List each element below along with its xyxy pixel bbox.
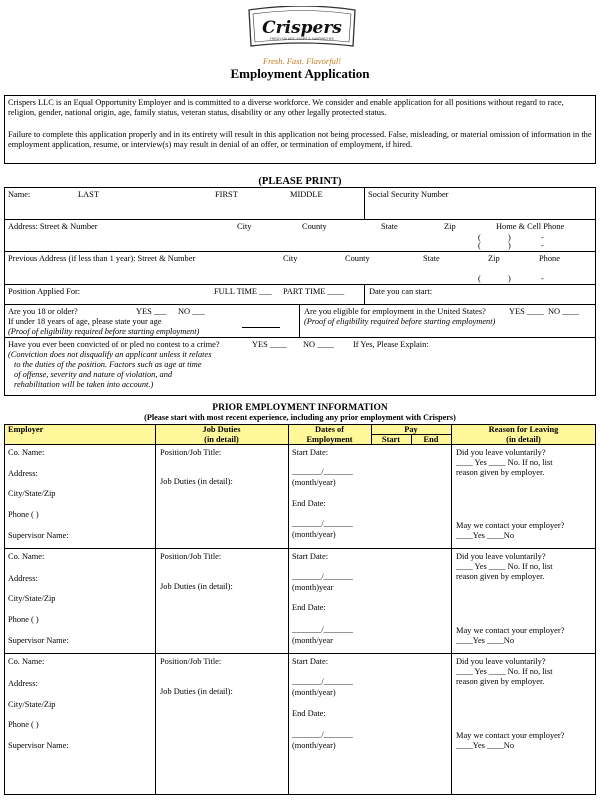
reason-given-label: reason given by employer. — [456, 677, 545, 686]
header-employer: Employer — [8, 425, 44, 434]
start-date-label[interactable]: Start Date: — [292, 552, 329, 561]
divider — [155, 424, 156, 795]
header-job-duties-sub: (in detail) — [204, 435, 239, 444]
position-title-label[interactable]: Position/Job Title: — [160, 448, 222, 457]
header-pay-end: End — [423, 435, 439, 444]
eligible-proof-note: (Proof of eligibility required before starting employment) — [304, 317, 496, 326]
logo-brand: Crispers — [262, 18, 342, 38]
age-no-option[interactable]: NO ___ — [178, 307, 205, 316]
crime-question: Have you ever been convicted of or pled no contest to a crime? — [8, 340, 220, 349]
crime-no-option[interactable]: NO ____ — [303, 340, 334, 349]
date-line[interactable]: _______/_______ — [292, 572, 353, 581]
co-address-label[interactable]: Address: — [8, 574, 38, 583]
logo-tagline: Fresh. Fast. Flavorful! — [262, 56, 342, 66]
position-title-label[interactable]: Position/Job Title: — [160, 657, 222, 666]
start-date-label[interactable]: Date you can start: — [369, 287, 433, 296]
phone-paren-open: ( — [478, 241, 481, 250]
co-city-label[interactable]: City/State/Zip — [8, 700, 56, 709]
co-name-label[interactable]: Co. Name: — [8, 552, 45, 561]
crime-explain-label[interactable]: If Yes, Please Explain: — [353, 340, 429, 349]
divider — [364, 187, 365, 219]
eeo-paragraph: Crispers LLC is an Equal Opportunity Employer and is committed to a diverse workforce. We consider and enable application for all positions without regard to race, religion, gender, national origin, age, family status, veteran status, disability or any other legally protected status. — [8, 98, 564, 117]
job-duties-label[interactable]: Job Duties (in detail): — [160, 477, 233, 486]
co-phone-label[interactable]: Phone ( ) — [8, 720, 39, 729]
phone-paren-close: ) — [508, 241, 511, 250]
crime-yes-option[interactable]: YES ____ — [252, 340, 287, 349]
month-year-label: (month/year) — [292, 478, 336, 487]
eligible-no-option[interactable]: NO ____ — [548, 307, 579, 316]
date-line[interactable]: _______/_______ — [292, 519, 353, 528]
start-date-label[interactable]: Start Date: — [292, 448, 329, 457]
divider — [4, 653, 596, 654]
contact-yes-no[interactable]: ____Yes ____No — [456, 741, 515, 750]
phone-paren-open: ( — [478, 274, 481, 283]
header-reason-sub: (in detail) — [506, 435, 541, 444]
phone-paren-close: ) — [508, 233, 511, 242]
previous-state-label[interactable]: State — [423, 254, 440, 263]
crispers-logo — [243, 6, 361, 56]
phone-paren-close: ) — [508, 274, 511, 283]
divider — [364, 284, 365, 304]
address-label[interactable]: Address: Street & Number — [8, 222, 98, 231]
header-pay-start: Start — [381, 435, 401, 444]
contact-question: May we contact your employer? — [456, 731, 565, 740]
month-year-label: (month)year — [292, 583, 334, 592]
header-dates-sub: Employment — [306, 435, 353, 444]
middle-name-label[interactable]: MIDDLE — [290, 190, 323, 199]
previous-city-label[interactable]: City — [283, 254, 298, 263]
supervisor-label[interactable]: Supervisor Name: — [8, 531, 69, 540]
leave-yes-no[interactable]: ____ Yes ____ No. If no, list — [456, 562, 553, 571]
month-year-label: (month/year) — [292, 530, 336, 539]
phone-dash: - — [541, 241, 544, 250]
co-phone-label[interactable]: Phone ( ) — [8, 510, 39, 519]
phone-dash: - — [541, 233, 544, 242]
page-title: Employment Application — [230, 66, 370, 81]
leave-voluntarily-question: Did you leave voluntarily? — [456, 448, 546, 457]
crime-note-line: of offense, severity and nature of violation, and — [14, 370, 173, 379]
date-line[interactable]: _______/_______ — [292, 625, 353, 634]
divider — [4, 251, 596, 252]
co-city-label[interactable]: City/State/Zip — [8, 594, 56, 603]
eligible-yes-option[interactable]: YES ____ — [509, 307, 544, 316]
age-question: Are you 18 or older? — [8, 307, 78, 316]
co-address-label[interactable]: Address: — [8, 469, 38, 478]
leave-yes-no[interactable]: ____ Yes ____ No. If no, list — [456, 667, 553, 676]
divider — [288, 424, 289, 795]
divider — [4, 219, 596, 220]
co-phone-label[interactable]: Phone ( ) — [8, 615, 39, 624]
month-year-label: (month/year) — [292, 741, 336, 750]
full-time-option[interactable]: FULL TIME ___ — [214, 287, 272, 296]
ssn-label[interactable]: Social Security Number — [368, 190, 449, 199]
prior-employment-heading: PRIOR EMPLOYMENT INFORMATION — [212, 403, 388, 413]
divider — [4, 304, 596, 305]
start-date-label[interactable]: Start Date: — [292, 657, 329, 666]
reason-given-label: reason given by employer. — [456, 572, 545, 581]
end-date-label[interactable]: End Date: — [292, 603, 326, 612]
divider — [4, 548, 596, 549]
co-name-label[interactable]: Co. Name: — [8, 657, 45, 666]
end-date-label[interactable]: End Date: — [292, 499, 326, 508]
contact-question: May we contact your employer? — [456, 521, 565, 530]
header-job-duties: Job Duties — [202, 425, 241, 434]
header-reason: Reason for Leaving — [488, 425, 559, 434]
supervisor-label[interactable]: Supervisor Name: — [8, 741, 69, 750]
divider — [299, 304, 300, 337]
address-state-label[interactable]: State — [381, 222, 398, 231]
eligible-question: Are you eligible for employment in the United States? — [304, 307, 486, 316]
divider — [451, 424, 452, 795]
logo-subtitle: FRESH SALADS, SOUPS & SANDWICHES — [270, 37, 334, 41]
age-yes-option[interactable]: YES ___ — [136, 307, 167, 316]
leave-yes-no[interactable]: ____ Yes ____ No. If no, list — [456, 458, 553, 467]
failure-paragraph: Failure to complete this application properly and in its entirety will result in this application not being processed. False, misleading, or material omission of information in the employment application, resume, or interview(s) may result in denial of an offer, or termination of employment, if hired. — [8, 130, 592, 149]
leave-voluntarily-question: Did you leave voluntarily? — [456, 657, 546, 666]
month-year-label: (month/year) — [292, 688, 336, 697]
part-time-option[interactable]: PART TIME ____ — [283, 287, 345, 296]
crime-note-line: (Conviction does not disqualify an applicant unless it relates — [8, 350, 212, 359]
please-print-heading: (PLEASE PRINT) — [258, 176, 342, 187]
header-pay: Pay — [404, 425, 418, 434]
age-proof-note: (Proof of eligibility required before starting employment) — [8, 327, 200, 336]
leave-voluntarily-question: Did you leave voluntarily? — [456, 552, 546, 561]
month-year-label: (month/year — [292, 636, 333, 645]
header-dates: Dates of — [314, 425, 345, 434]
job-duties-label[interactable]: Job Duties (in detail): — [160, 582, 233, 591]
position-title-label[interactable]: Position/Job Title: — [160, 552, 222, 561]
previous-zip-label[interactable]: Zip — [488, 254, 500, 263]
crime-note-line: to the duties of the position. Factors such as age at time — [14, 360, 202, 369]
address-zip-label[interactable]: Zip — [444, 222, 456, 231]
reason-given-label: reason given by employer. — [456, 468, 545, 477]
name-label: Name: — [8, 190, 31, 199]
divider — [4, 284, 596, 285]
phone-paren-open: ( — [478, 233, 481, 242]
address-city-label[interactable]: City — [237, 222, 252, 231]
last-name-label[interactable]: LAST — [78, 190, 99, 199]
position-applied-label[interactable]: Position Applied For: — [8, 287, 81, 296]
previous-county-label[interactable]: County — [345, 254, 370, 263]
co-name-label[interactable]: Co. Name: — [8, 448, 45, 457]
co-city-label[interactable]: City/State/Zip — [8, 489, 56, 498]
crime-note-line: rehabilitation will be taken into account.) — [14, 380, 154, 389]
job-duties-label[interactable]: Job Duties (in detail): — [160, 687, 233, 696]
first-name-label[interactable]: FIRST — [215, 190, 238, 199]
end-date-label[interactable]: End Date: — [292, 709, 326, 718]
date-line[interactable]: _______/_______ — [292, 677, 353, 686]
address-county-label[interactable]: County — [302, 222, 327, 231]
co-address-label[interactable]: Address: — [8, 679, 38, 688]
contact-yes-no[interactable]: ____Yes ____No — [456, 636, 515, 645]
date-line[interactable]: _______/_______ — [292, 467, 353, 476]
address-phone-label[interactable]: Home & Cell Phone — [496, 222, 565, 231]
phone-dash: - — [541, 274, 544, 283]
contact-question: May we contact your employer? — [456, 626, 565, 635]
age-input-line[interactable] — [242, 327, 280, 328]
previous-address-label[interactable]: Previous Address (if less than 1 year): Street & Number — [8, 254, 196, 263]
previous-phone-label[interactable]: Phone — [539, 254, 560, 263]
date-line[interactable]: _______/_______ — [292, 730, 353, 739]
contact-yes-no[interactable]: ____Yes ____No — [456, 531, 515, 540]
prior-employment-subtitle: (Please start with most recent experience, including any prior employment with Crispers) — [144, 413, 456, 422]
divider — [4, 337, 596, 338]
supervisor-label[interactable]: Supervisor Name: — [8, 636, 69, 645]
under-18-label: If under 18 years of age, please state your age — [8, 317, 162, 326]
